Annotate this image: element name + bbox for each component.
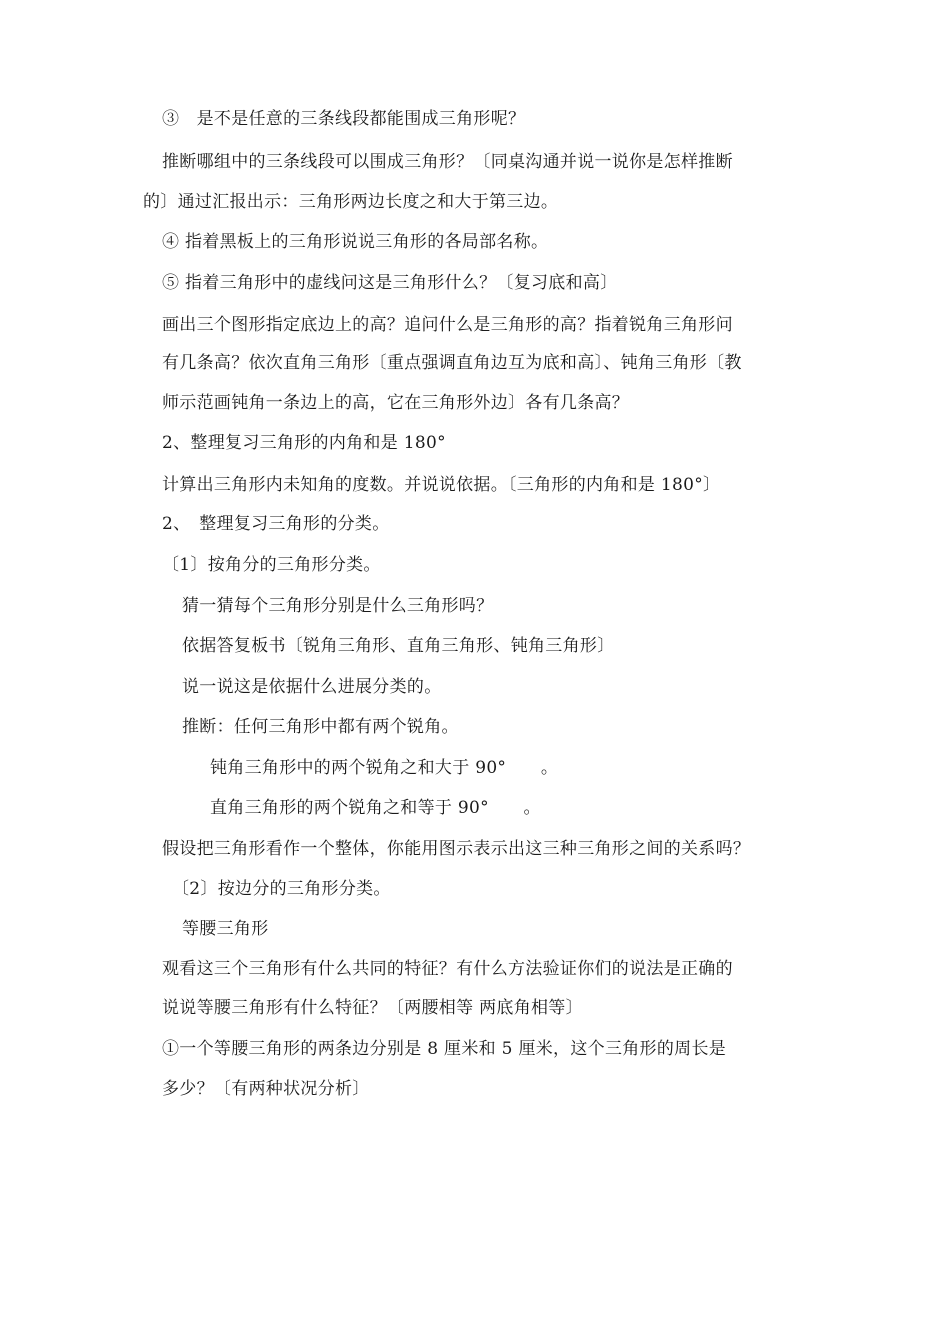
- text-line-judge-acute: 推断：任何三角形中都有两个锐角。: [182, 717, 459, 737]
- text-line-relationship-diagram: 假设把三角形看作一个整体，你能用图示表示出这三种三角形之间的关系吗？: [162, 839, 751, 859]
- text-line-classify-by-side: 〔2〕按边分的三角形分类。: [172, 879, 391, 899]
- text-line-compute-angle: 计算出三角形内未知角的度数。并说说依据。〔三角形的内角和是 180°〕: [162, 475, 721, 495]
- text-line-guess-triangle: 猜一猜每个三角形分别是什么三角形吗？: [182, 596, 494, 616]
- text-line-interior-angle-heading: 2、整理复习三角形的内角和是 180°: [162, 433, 446, 453]
- text-line-board-writing: 依据答复板书〔锐角三角形、直角三角形、钝角三角形〕: [182, 636, 615, 656]
- text-line-question-three: ③ 是不是任意的三条线段都能围成三角形呢？: [162, 109, 526, 129]
- text-line-draw-heights: 画出三个图形指定底边上的高？追问什么是三角形的高？指着锐角三角形问: [162, 315, 733, 335]
- text-line-isosceles-features: 说说等腰三角形有什么特征？〔两腰相等 两底角相等〕: [162, 998, 583, 1018]
- text-line-right-obtuse-heights: 有几条高？依次直角三角形〔重点强调直角边互为底和高〕、钝角三角形〔教: [162, 353, 742, 373]
- text-line-right-sum: 直角三角形的两个锐角之和等于 90° 。: [210, 798, 541, 818]
- text-line-perimeter-problem: ①一个等腰三角形的两条边分别是 8 厘米和 5 厘米，这个三角形的周长是: [162, 1039, 727, 1059]
- text-line-observe-features: 观看这三个三角形有什么共同的特征？有什么方法验证你们的说法是正确的: [162, 959, 733, 979]
- text-line-teacher-demo: 师示范画钝角一条边上的高，它在三角形外边〕各有几条高？: [162, 393, 630, 413]
- text-line-perimeter-cases: 多少？〔有两种状况分析〕: [162, 1079, 370, 1099]
- text-line-judge-segments: 推断哪组中的三条线段可以围成三角形？〔同桌沟通并说一说你是怎样推断: [162, 152, 733, 172]
- text-line-triangle-inequality: 的〕通过汇报出示：三角形两边长度之和大于第三边。: [143, 192, 559, 212]
- text-line-obtuse-sum: 钝角三角形中的两个锐角之和大于 90° 。: [210, 758, 559, 778]
- text-line-isosceles-heading: 等腰三角形: [182, 919, 269, 939]
- text-line-question-four: ④ 指着黑板上的三角形说说三角形的各局部名称。: [162, 232, 549, 252]
- text-line-classify-by-angle: 〔1〕按角分的三角形分类。: [162, 555, 381, 575]
- text-line-classification-heading: 2、 整理复习三角形的分类。: [162, 514, 390, 534]
- text-line-question-five: ⑤ 指着三角形中的虚线问这是三角形什么？〔复习底和高〕: [162, 273, 618, 293]
- text-line-classification-basis: 说一说这是依据什么进展分类的。: [182, 677, 442, 697]
